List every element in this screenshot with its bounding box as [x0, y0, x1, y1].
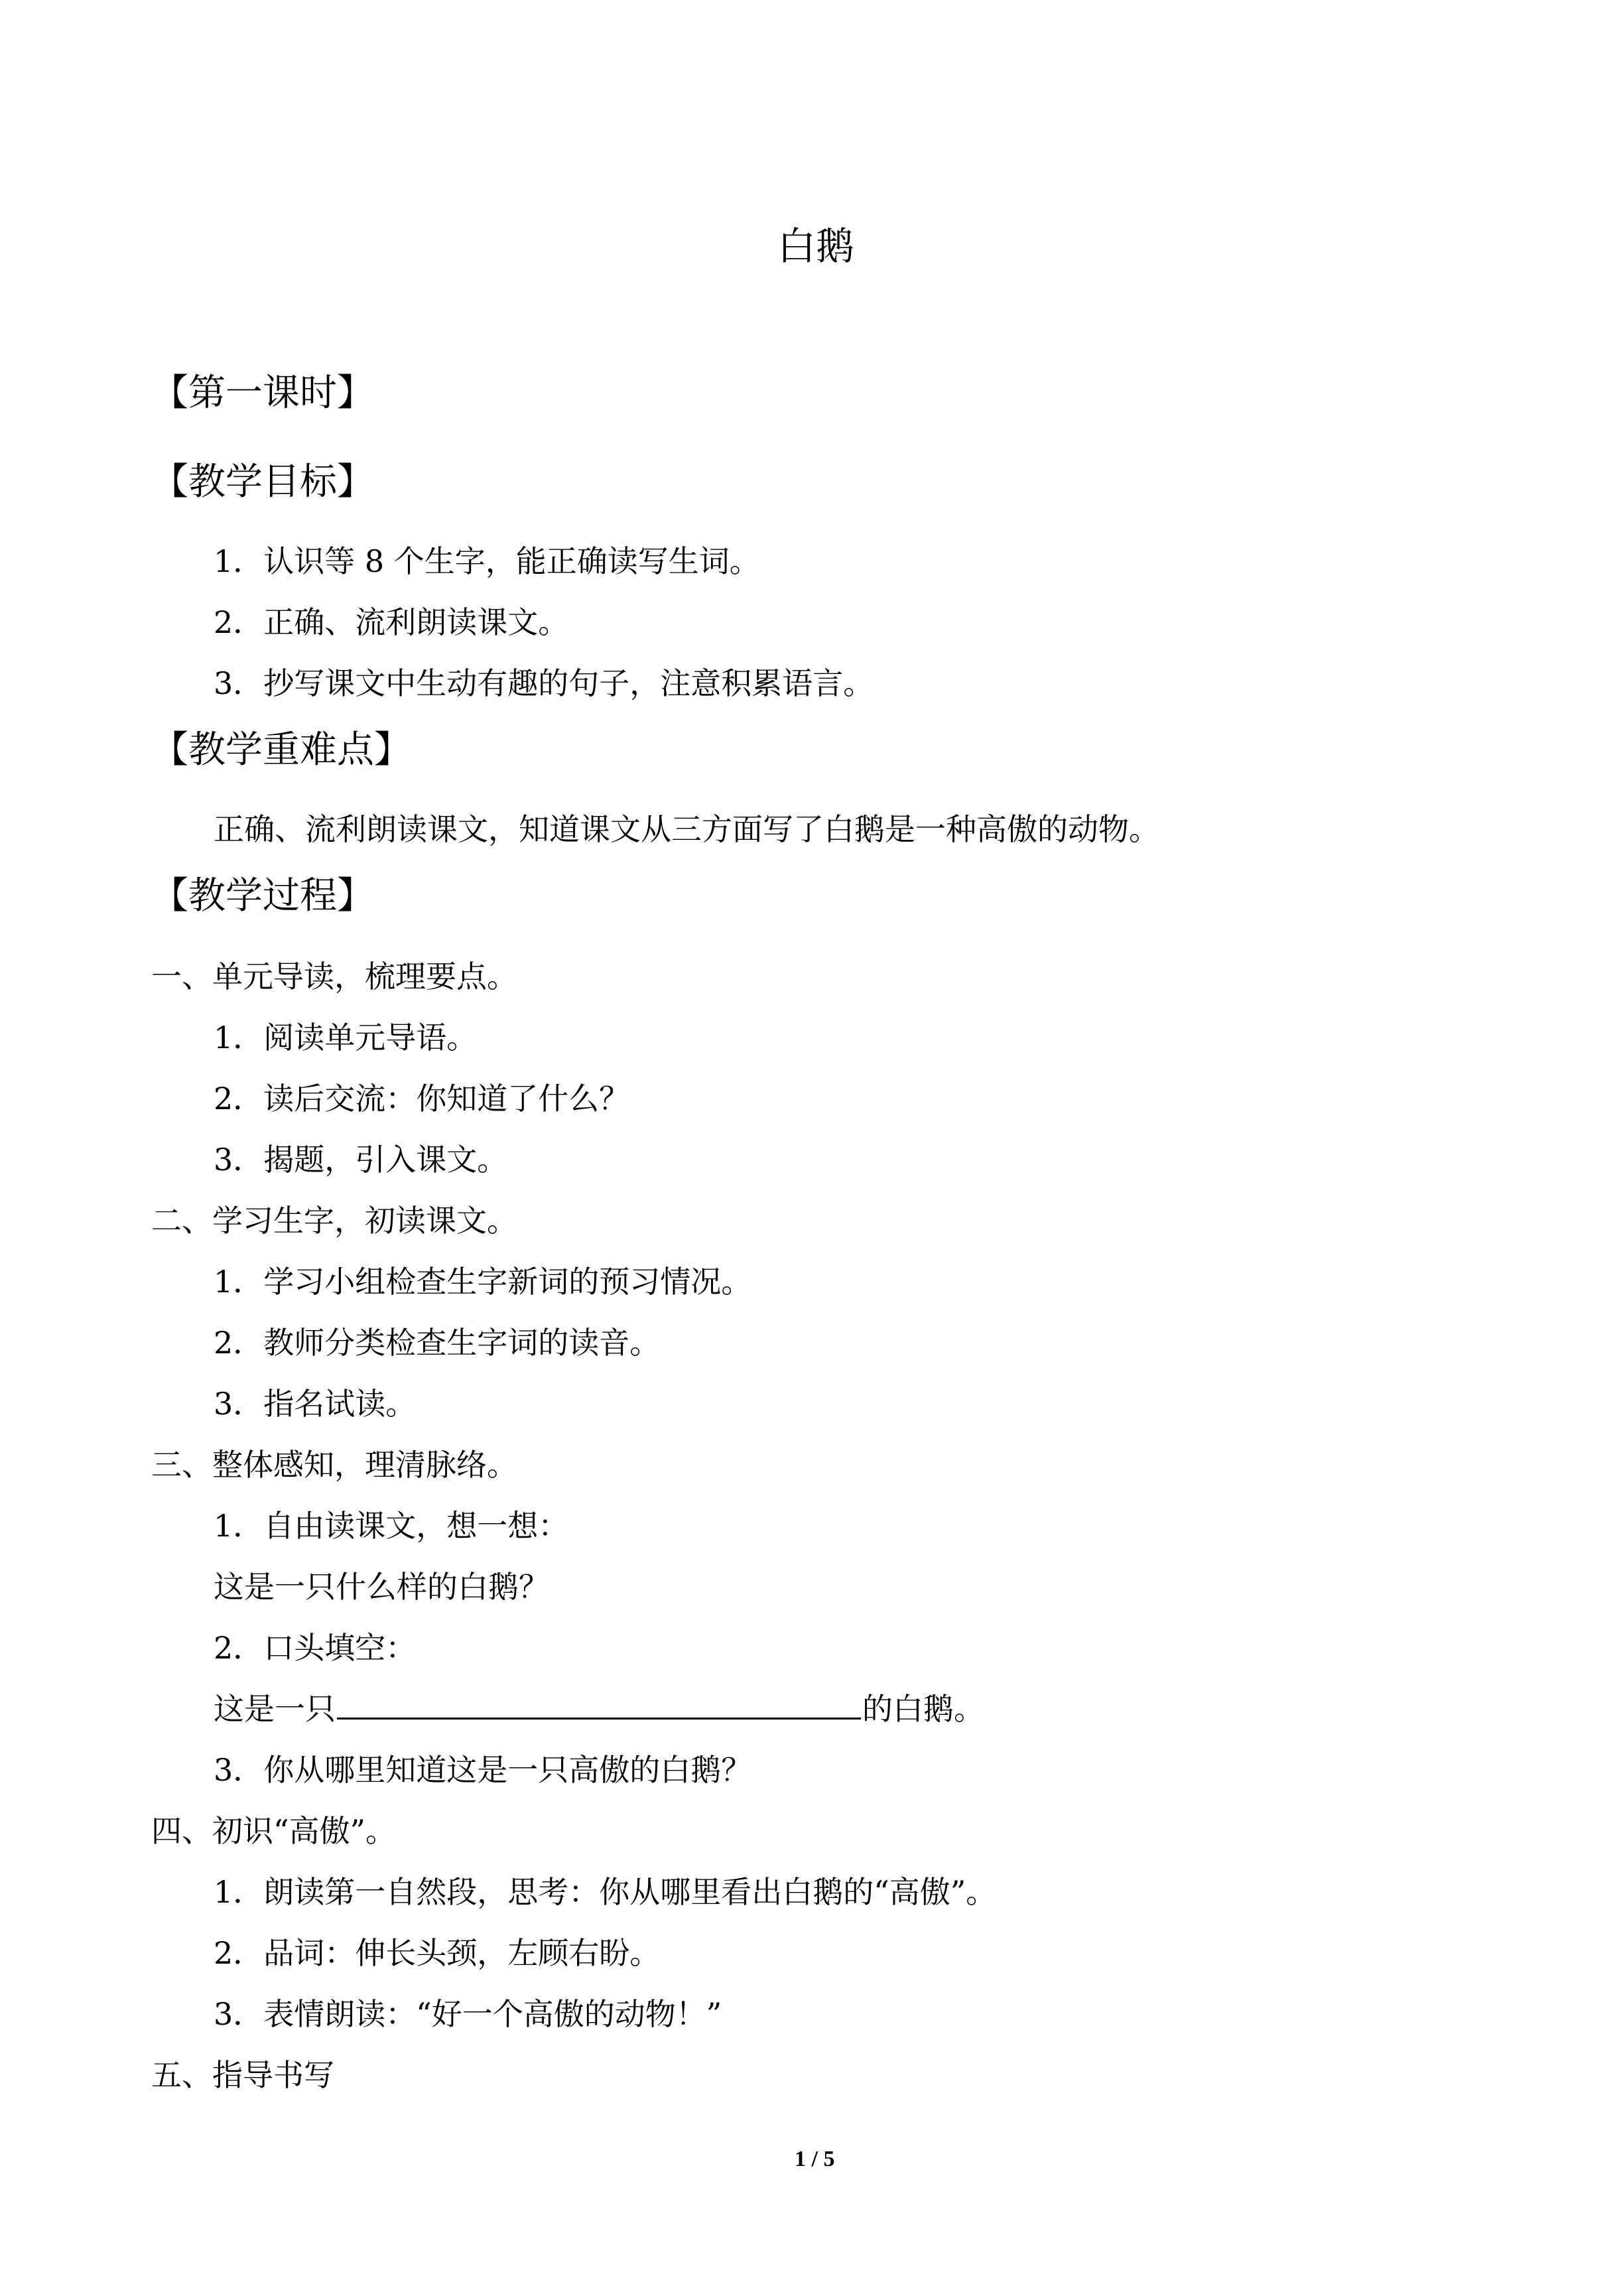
process-step: 3．表情朗读：“好一个高傲的动物！”: [214, 1996, 722, 2032]
process-part-heading: 二、学习生字，初读课文。: [151, 1203, 517, 1239]
fill-in-blank-line: [337, 1691, 861, 1720]
goal-item: 2．正确、流利朗读课文。: [214, 604, 569, 640]
page-number: 1 / 5: [795, 2147, 835, 2171]
process-part-heading: 三、整体感知，理清脉络。: [151, 1447, 517, 1483]
section-heading-lesson: 【第一课时】: [151, 371, 374, 415]
section-heading-process: 【教学过程】: [151, 874, 374, 917]
process-step: 2．口头填空：: [214, 1630, 417, 1666]
process-step: 1．阅读单元导语。: [214, 1020, 478, 1055]
process-part-heading: 一、单元导读，梳理要点。: [151, 959, 517, 994]
process-question: 这是一只什么样的白鹅？: [214, 1569, 549, 1605]
fill-in-prefix: 这是一只: [214, 1691, 336, 1727]
process-step: 2．教师分类检查生字词的读音。: [214, 1325, 661, 1361]
goal-item: 1．认识等 8 个生字，能正确读写生词。: [214, 543, 760, 579]
section-heading-goals: 【教学目标】: [151, 460, 374, 504]
process-step: 3．指名试读。: [214, 1386, 417, 1422]
process-step: 2．品词：伸长头颈，左顾右盼。: [214, 1935, 661, 1971]
process-part-heading: 四、初识“高傲”。: [151, 1813, 397, 1849]
fill-in-blank-sentence: [214, 1685, 984, 1729]
process-step: 1．自由读课文，想一想：: [214, 1508, 569, 1544]
process-part-heading: 五、指导书写: [151, 2057, 334, 2093]
section-heading-key-points: 【教学重难点】: [151, 728, 411, 772]
process-step: 2．读后交流：你知道了什么？: [214, 1081, 630, 1116]
page-title: 白鹅: [777, 224, 855, 269]
process-step: 1．朗读第一自然段，思考：你从哪里看出白鹅的“高傲”。: [214, 1874, 997, 1910]
process-step: 3．揭题，引入课文。: [214, 1142, 508, 1178]
goal-item: 3．抄写课文中生动有趣的句子，注意积累语言。: [214, 665, 874, 701]
process-step: 1．学习小组检查生字新词的预习情况。: [214, 1264, 752, 1300]
key-points-text: 正确、流利朗读课文，知道课文从三方面写了白鹅是一种高傲的动物。: [214, 811, 1159, 847]
fill-in-suffix: 的白鹅。: [862, 1691, 984, 1727]
process-step: 3．你从哪里知道这是一只高傲的白鹅？: [214, 1752, 752, 1788]
